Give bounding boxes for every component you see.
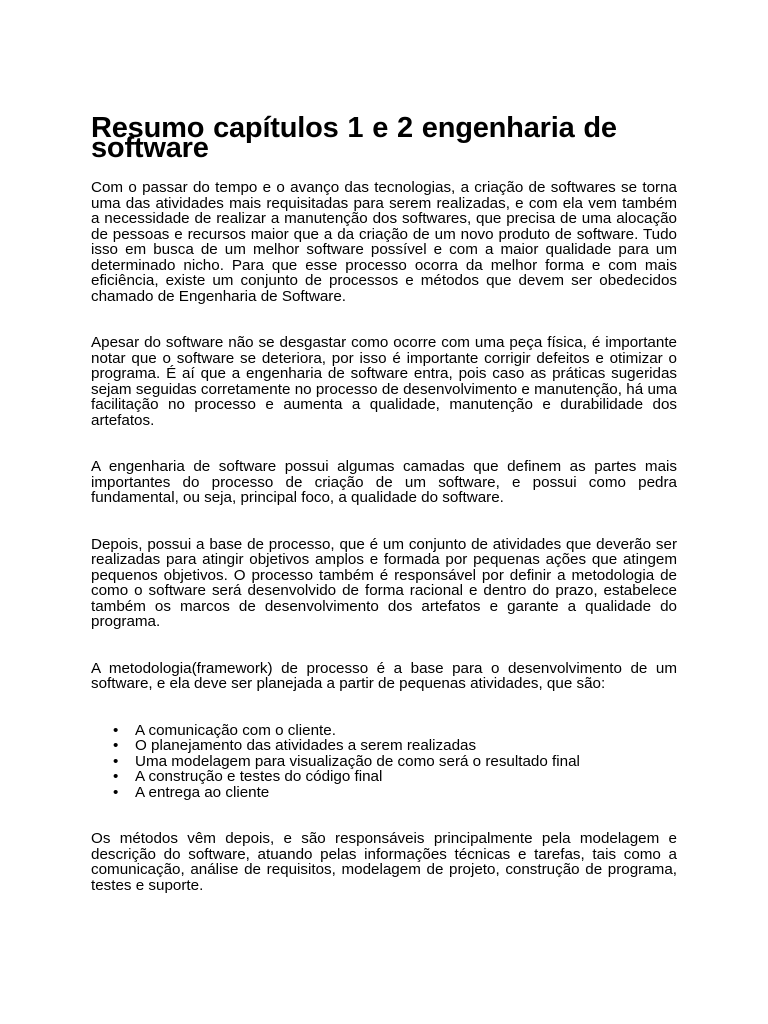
list-item [113, 723, 677, 739]
bullet-icon: • [113, 783, 119, 801]
paragraph-process: Depois, possui a base de processo, que é um conjunto de atividades que deverão ser realizadas para atingir objetivos amplos e formada por pequenas ações que atingem pequenos objetivos. O processo também é responsável por definir a metodologia de como o software será desenvolvido de forma racional e dentro do prazo, estabelece também os marcos de desenvolvimento dos artefatos e garante a qualidade do programa. [91, 535, 677, 630]
document-page [91, 110, 677, 893]
activities-list [91, 723, 677, 801]
paragraph-deterioration: Apesar do software não se desgastar como ocorre com uma peça física, é importante notar que o software se deteriora, por isso é importante corrigir defeitos e otimizar o programa. É aí que a engenharia de software entra, pois caso as práticas sugeridas sejam seguidas corretamente no processo de desenvolvimento e manutenção, há uma facilitação no processo e aumenta a qualidade, manutenção e durabilidade dos artefatos. [91, 334, 677, 429]
list-item [113, 769, 677, 785]
list-spacer [91, 692, 677, 723]
paragraph-spacer [91, 428, 677, 459]
document-title: Resumo capítulos 1 e 2 engenharia de software [91, 112, 617, 164]
bullet-icon: • [113, 721, 119, 739]
paragraph-spacer [91, 304, 677, 335]
paragraph-intro: Com o passar do tempo e o avanço das tecnologias, a criação de softwares se torna uma das atividades mais requisitadas para serem realizadas, e com ela vem também a necessidade de realizar a manutenção dos softwares, que precisa de uma alocação de pessoas e recursos maior que a da criação de um novo produto de software. Tudo isso em busca de um melhor software possível e com a maior qualidade para um determinado nicho. Para que esse processo ocorra da melhor forma e com mais eficiência, existe um conjunto de processos e métodos que devem ser obedecidos chamado de Engenharia de Software. [91, 179, 677, 305]
paragraph-framework: A metodologia(framework) de processo é a base para o desenvolvimento de um software, e ela deve ser planejada a partir de pequenas atividades, que são: [91, 659, 677, 692]
paragraph-spacer [91, 506, 677, 537]
list-item [113, 785, 677, 801]
bullet-icon: • [113, 768, 119, 785]
paragraph-spacer [91, 630, 677, 661]
list-item [113, 754, 677, 770]
list-item-text: A entrega ao cliente [135, 783, 270, 801]
list-item-text: Uma modelagem para visualização de como será o resultado final [135, 752, 580, 770]
list-item-text: A construção e testes do código final [135, 768, 383, 785]
paragraph-methods: Os métodos vêm depois, e são responsáveis principalmente pela modelagem e descrição do software, atuando pelas informações técnicas e tarefas, tais como a comunicação, análise de requisitos, modelagem de projeto, construção de programa, testes e suporte. [91, 830, 677, 894]
bullet-icon: • [113, 737, 119, 754]
bullet-icon: • [113, 752, 119, 770]
paragraph-layers: A engenharia de software possui algumas camadas que definem as partes mais importantes do processo de criação de um software, e possui como pedra fundamental, ou seja, principal foco, a qualidade do software. [91, 458, 677, 506]
list-item [113, 738, 677, 754]
list-spacer [91, 800, 677, 831]
list-item-text: O planejamento das atividades a serem realizadas [135, 737, 477, 754]
list-item-text: A comunicação com o cliente. [135, 721, 336, 739]
